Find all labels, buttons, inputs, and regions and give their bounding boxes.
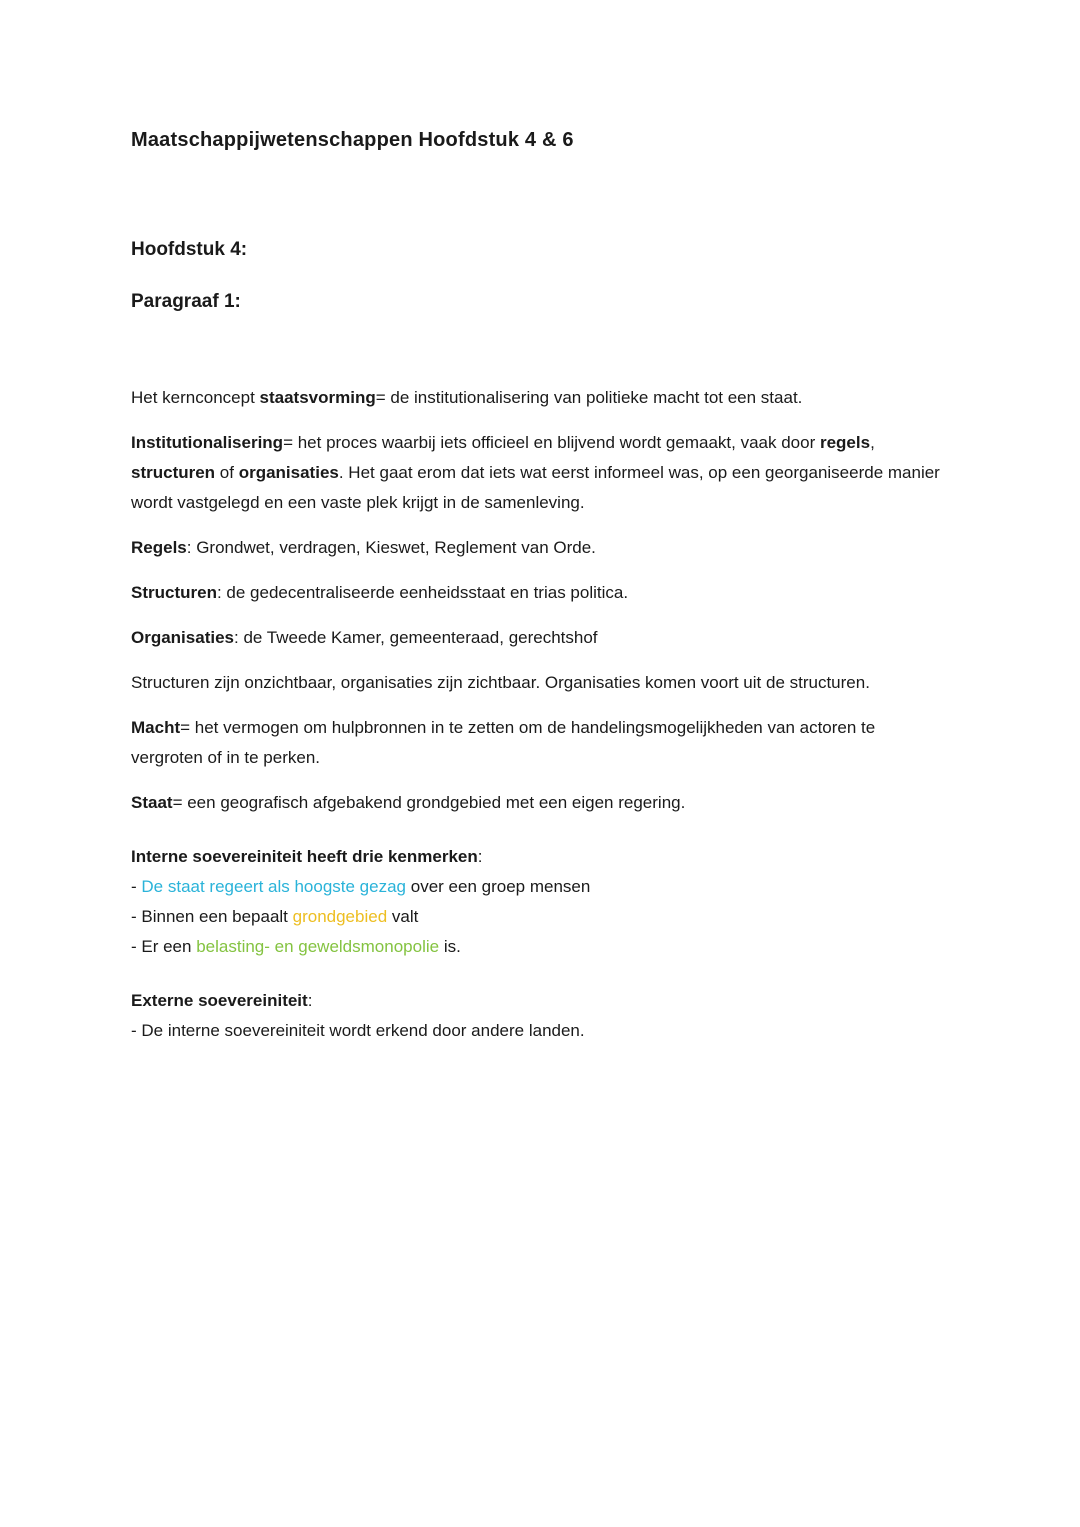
text-run: - De interne soevereiniteit wordt erkend door andere landen. [131, 1021, 585, 1040]
bold-term-structuren: structuren [131, 463, 216, 482]
bold-term-organisaties: organisaties [238, 463, 339, 482]
bold-term-regels-def: Regels [131, 538, 187, 557]
text-run: , [870, 433, 875, 452]
paragraph-macht [131, 713, 950, 773]
text-run: Structuren zijn onzichtbaar, organisaties zijn zichtbaar. Organisaties komen voort uit de structuren. [131, 673, 870, 692]
text-run: : de gedecentraliseerde eenheidsstaat en trias politica. [216, 583, 629, 602]
text-run: of [215, 463, 239, 482]
text-run: : [307, 991, 313, 1010]
text-run: is. [439, 937, 461, 956]
paragraph-structuren [131, 578, 950, 608]
interne-soevereiniteit-block [131, 842, 950, 962]
paragraph-kernconcept [131, 383, 950, 413]
paragraph-staat [131, 788, 950, 818]
list-item [131, 872, 950, 902]
highlight-cyan-hoogste-gezag: De staat regeert als hoogste gezag [141, 877, 407, 896]
paragraph-institutionalisering [131, 428, 950, 518]
bold-term-organisaties-def: Organisaties [131, 628, 234, 647]
text-run: Het kernconcept [131, 388, 260, 407]
text-run: = het vermogen om hulpbronnen in te zetten om de handelingsmogelijkheden van actoren te vergroten of in te perken. [131, 718, 876, 767]
text-run: - [131, 877, 142, 896]
text-run: : [477, 847, 483, 866]
list-item [131, 902, 950, 932]
bold-heading-interne: Interne soevereiniteit heeft drie kenmerken [131, 847, 478, 866]
paragraph-regels [131, 533, 950, 563]
list-item [131, 932, 950, 962]
externe-heading-line [131, 986, 950, 1016]
text-run: = het proces waarbij iets officieel en blijvend wordt gemaakt, vaak door [283, 433, 820, 452]
text-run: - Binnen een bepaalt [131, 907, 293, 926]
externe-soevereiniteit-block [131, 986, 950, 1046]
bold-term-staatsvorming: staatsvorming [259, 388, 376, 407]
bold-heading-externe: Externe soevereiniteit [131, 991, 308, 1010]
highlight-yellow-grondgebied: grondgebied [292, 907, 388, 926]
paragraph-zichtbaarheid [131, 668, 950, 698]
document-title: Maatschappijwetenschappen Hoofdstuk 4 & 6 [131, 129, 574, 151]
text-run: = de institutionalisering van politieke macht tot een staat. [375, 388, 803, 407]
bold-term-macht: Macht [131, 718, 181, 737]
bold-term-structuren-def: Structuren [131, 583, 217, 602]
section-heading: Paragraaf 1: [131, 291, 241, 312]
text-run: : de Tweede Kamer, gemeenteraad, gerechtshof [234, 628, 598, 647]
paragraph-organisaties [131, 623, 950, 653]
interne-heading-line [131, 842, 950, 872]
text-run: over een groep mensen [406, 877, 591, 896]
bold-term-regels: regels [819, 433, 871, 452]
text-run: . Het gaat erom dat iets wat eerst informeel was, op een georganiseerde manier wordt vastgelegd en een vaste plek krijgt in de samenleving. [131, 463, 940, 512]
bold-term-institutionalisering: Institutionalisering [131, 433, 284, 452]
text-run: : Grondwet, verdragen, Kieswet, Reglement van Orde. [186, 538, 596, 557]
highlight-green-monopolie: belasting- en geweldsmonopolie [196, 937, 440, 956]
list-item [131, 1016, 950, 1046]
text-run: - Er een [131, 937, 197, 956]
text-run: = een geografisch afgebakend grondgebied met een eigen regering. [172, 793, 686, 812]
text-run: valt [387, 907, 419, 926]
bold-term-staat: Staat [131, 793, 173, 812]
chapter-heading: Hoofdstuk 4: [131, 239, 248, 260]
